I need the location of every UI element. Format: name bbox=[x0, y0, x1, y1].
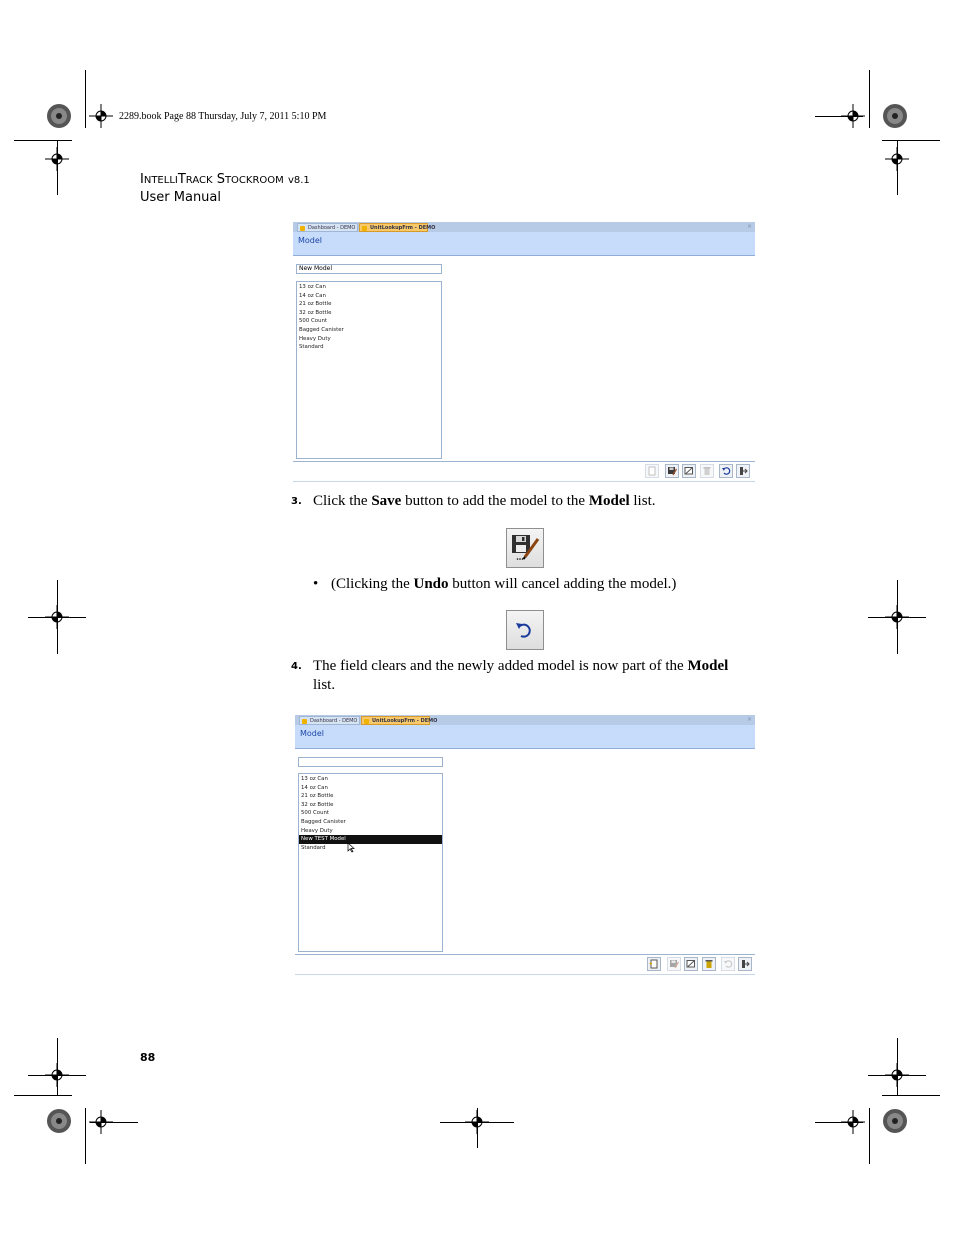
tab-unit-lookup[interactable]: UnitLookupFrm - DEMO bbox=[361, 716, 430, 725]
bullet-text: (Clicking the Undo button will cancel adding the model.) bbox=[331, 576, 677, 592]
form-icon bbox=[364, 719, 369, 724]
save-icon bbox=[507, 529, 543, 567]
close-icon[interactable]: × bbox=[746, 716, 752, 723]
toolbar-bottom-line bbox=[293, 481, 755, 482]
step-3-text: Click the Save button to add the model to the Model list. bbox=[313, 493, 656, 509]
registration-mark-icon bbox=[885, 1063, 909, 1087]
list-item[interactable]: 14 oz Can bbox=[299, 292, 326, 299]
screenshot-model-form-after bbox=[295, 715, 755, 977]
list-item[interactable]: 21 oz Bottle bbox=[301, 793, 334, 800]
form-icon bbox=[302, 719, 307, 724]
registration-mark-icon bbox=[465, 1110, 489, 1134]
list-item[interactable]: 13 oz Can bbox=[301, 776, 328, 782]
step-number: 4. bbox=[291, 661, 302, 672]
edit-button[interactable] bbox=[682, 464, 696, 478]
color-wheel-mark-icon bbox=[46, 1108, 72, 1134]
color-wheel-mark-icon bbox=[882, 1108, 908, 1134]
undo-icon bbox=[507, 611, 543, 649]
list-item[interactable]: Bagged Canister bbox=[299, 326, 344, 333]
save-button-illustration bbox=[506, 528, 544, 568]
model-list[interactable] bbox=[296, 281, 442, 459]
model-list[interactable] bbox=[298, 773, 443, 952]
registration-mark-icon bbox=[89, 104, 113, 128]
list-item[interactable]: 32 oz Bottle bbox=[301, 801, 334, 808]
undo-button[interactable] bbox=[721, 957, 735, 971]
running-head bbox=[140, 171, 310, 206]
print-slug: 2289.book Page 88 Thursday, July 7, 2011 5:10 PM bbox=[119, 111, 327, 122]
form-header bbox=[293, 232, 755, 256]
undo-icon bbox=[723, 959, 733, 969]
tab-bar bbox=[295, 715, 755, 725]
form-icon bbox=[300, 226, 305, 231]
undo-icon bbox=[721, 466, 731, 476]
delete-icon bbox=[704, 959, 714, 969]
delete-button[interactable] bbox=[702, 957, 716, 971]
list-item[interactable]: 32 oz Bottle bbox=[299, 309, 332, 316]
step-number: 3. bbox=[291, 496, 302, 507]
tab-bar bbox=[293, 222, 755, 232]
tab-dashboard[interactable]: Dashboard - DEMO bbox=[297, 223, 358, 232]
form-header bbox=[295, 725, 755, 749]
registration-mark-icon bbox=[885, 605, 909, 629]
list-item[interactable]: 21 oz Bottle bbox=[299, 301, 332, 308]
save-icon bbox=[669, 959, 679, 969]
new-button[interactable] bbox=[645, 464, 659, 478]
color-wheel-mark-icon bbox=[882, 103, 908, 129]
color-wheel-mark-icon bbox=[46, 103, 72, 129]
toolbar-divider bbox=[295, 954, 755, 955]
mouse-cursor-icon bbox=[347, 842, 355, 853]
undo-button[interactable] bbox=[719, 464, 733, 478]
list-item[interactable]: 500 Count bbox=[299, 318, 328, 325]
exit-button[interactable] bbox=[736, 464, 750, 478]
model-input[interactable] bbox=[298, 757, 443, 767]
list-item-selected[interactable]: New TEST Model bbox=[299, 835, 442, 844]
list-item[interactable]: Bagged Canister bbox=[301, 818, 346, 825]
exit-button[interactable] bbox=[738, 957, 752, 971]
delete-icon bbox=[702, 466, 712, 476]
list-item[interactable]: 500 Count bbox=[301, 810, 330, 817]
bullet-symbol: • bbox=[313, 576, 319, 592]
toolbar-divider bbox=[293, 461, 755, 462]
list-item[interactable]: 14 oz Can bbox=[301, 784, 328, 791]
close-icon[interactable]: × bbox=[746, 223, 752, 230]
registration-mark-icon bbox=[45, 605, 69, 629]
registration-mark-icon bbox=[45, 1063, 69, 1087]
running-head-subtitle: User Manual bbox=[140, 190, 222, 205]
save-button[interactable] bbox=[667, 957, 681, 971]
step-4-text: The field clears and the newly added model is now part of the Model list. bbox=[313, 658, 729, 693]
list-item[interactable]: Heavy Duty bbox=[299, 335, 331, 342]
undo-button-illustration bbox=[506, 610, 544, 650]
form-title: Model bbox=[298, 236, 323, 245]
edit-icon bbox=[686, 959, 696, 969]
list-item[interactable]: Standard bbox=[301, 844, 326, 851]
model-input[interactable]: New Model bbox=[296, 264, 442, 274]
screenshot-model-form-before bbox=[293, 222, 755, 484]
delete-button[interactable] bbox=[700, 464, 714, 478]
edit-icon bbox=[684, 466, 694, 476]
save-button[interactable] bbox=[665, 464, 679, 478]
exit-icon bbox=[740, 959, 750, 969]
form-title: Model bbox=[300, 729, 325, 738]
edit-button[interactable] bbox=[684, 957, 698, 971]
page-number: 88 bbox=[140, 1051, 156, 1064]
list-item[interactable]: Heavy Duty bbox=[301, 827, 333, 834]
save-icon bbox=[667, 466, 677, 476]
new-record-icon bbox=[647, 466, 657, 476]
running-head-title: INTELLITRACK STOCKROOM v8.1 bbox=[140, 172, 310, 187]
toolbar-bottom-line bbox=[295, 974, 755, 975]
exit-icon bbox=[738, 466, 748, 476]
tab-dashboard[interactable]: Dashboard - DEMO bbox=[299, 716, 360, 725]
new-record-icon bbox=[649, 959, 659, 969]
tab-unit-lookup[interactable]: UnitLookupFrm - DEMO bbox=[359, 223, 428, 232]
list-item[interactable]: 13 oz Can bbox=[299, 284, 326, 290]
new-button[interactable] bbox=[647, 957, 661, 971]
list-item[interactable]: Standard bbox=[299, 344, 324, 351]
form-icon bbox=[362, 226, 367, 231]
